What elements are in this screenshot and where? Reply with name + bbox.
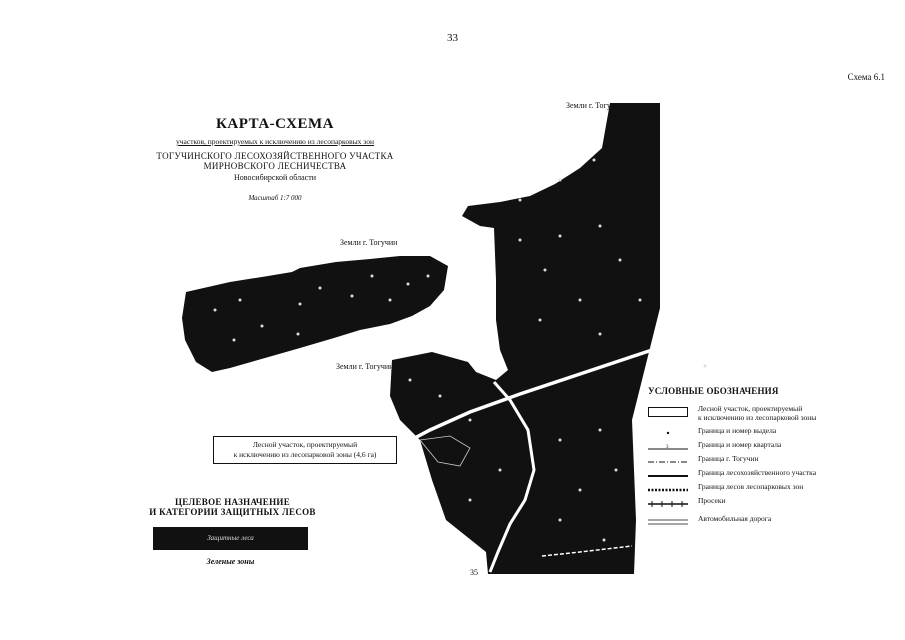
callout-line-2: к исключению из лесопарковой зоны (4,6 га) xyxy=(233,449,377,459)
legend-text: Граница и номер квартала xyxy=(698,440,782,449)
city-boundary-icon xyxy=(648,458,688,466)
legend-item-district-boundary xyxy=(644,468,824,482)
legend-item-subcompartment xyxy=(644,426,824,440)
legend xyxy=(644,380,824,528)
purpose-category: Зеленые зоны xyxy=(206,557,255,566)
purpose-color-bar: Защитные леса xyxy=(153,527,308,550)
legend-text: Автомобильная дорога xyxy=(698,514,772,523)
legend-text: Просеки xyxy=(698,496,726,505)
scheme-number: Схема 6.1 xyxy=(847,72,885,82)
map-scale: Масштаб 1:7 000 xyxy=(248,193,302,202)
road-icon xyxy=(648,518,688,526)
region-name: Новосибирской области xyxy=(234,172,316,182)
district-boundary-icon xyxy=(648,472,688,480)
legend-item-compartment xyxy=(644,440,824,454)
org-line-1: ТОГУЧИНСКОГО ЛЕСОХОЗЯЙСТВЕННОГО УЧАСТКА xyxy=(156,151,394,161)
legend-text: Граница лесов лесопарковых зон xyxy=(698,482,804,491)
legend-item-excluded xyxy=(644,404,824,426)
map-subtitle: участков, проектируемых к исключению из лесопарковых зон xyxy=(176,137,374,146)
legend-text: Граница г. Тогучин xyxy=(698,454,759,463)
legend-item-city-boundary xyxy=(644,454,824,468)
excluded-parcel-callout xyxy=(213,436,397,464)
park-boundary-icon xyxy=(648,486,688,494)
subcompartment-icon xyxy=(648,430,688,438)
white-box-icon xyxy=(648,407,688,417)
map-label-middle: Земли г. Тогучин xyxy=(340,238,398,247)
compartment-icon xyxy=(648,444,688,452)
legend-item-park-boundary xyxy=(644,482,824,496)
legend-item-road xyxy=(644,514,824,528)
page-number: 33 xyxy=(447,32,458,44)
purpose-line-2: И КАТЕГОРИИ ЗАЩИТНЫХ ЛЕСОВ xyxy=(149,507,316,518)
map-label-top: Земли г. Тогучин xyxy=(566,101,624,110)
map-title: КАРТА-СХЕМА xyxy=(216,116,334,132)
forest-parcel-east xyxy=(390,103,660,574)
svg-text:3: 3 xyxy=(666,445,669,450)
clearing-icon xyxy=(648,500,688,508)
legend-title: УСЛОВНЫЕ ОБОЗНАЧЕНИЯ xyxy=(648,386,779,396)
purpose-line-1: ЦЕЛЕВОЕ НАЗНАЧЕНИЕ xyxy=(174,497,291,507)
org-line-2: МИРНОВСКОГО ЛЕСНИЧЕСТВА xyxy=(203,160,347,171)
forest-parcel-west xyxy=(182,256,448,372)
legend-item-clearing xyxy=(644,496,824,510)
legend-text: Лесной участок, проектируемый xyxy=(698,404,803,413)
legend-text-2: к исключению из лесопарковой зоны xyxy=(698,413,817,422)
callout-line-1: Лесной участок, проектируемый xyxy=(252,440,358,449)
purpose-heading xyxy=(120,497,345,518)
footer-number: 35 xyxy=(470,568,478,577)
legend-text: Граница и номер выдела xyxy=(698,426,777,435)
map-label-lower: Земли г. Тогучин xyxy=(336,362,394,371)
legend-text: Граница лесохозяйственного участка xyxy=(698,468,817,477)
